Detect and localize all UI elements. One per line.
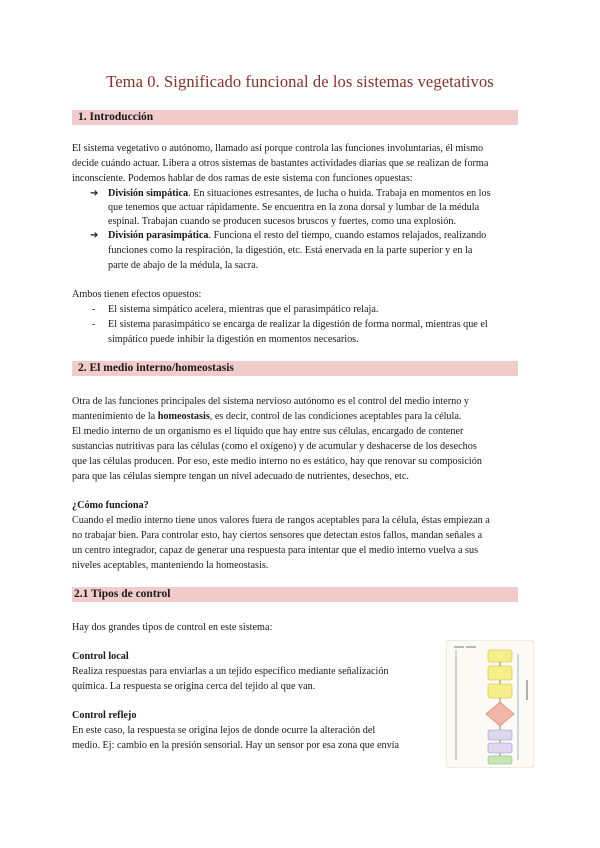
homeo-line: para que las células siempre tengan un nivel adecuado de nutrientes, desechos, etc.	[72, 471, 409, 482]
branch-parasimpatica-line: parte de abajo de la médula, la sacra.	[108, 260, 259, 271]
control-intro: Hay dos grandes tipos de control en este sistema:	[72, 622, 273, 633]
diagram-box-effector	[488, 743, 512, 753]
intro-line: inconsciente. Podemos hablar de dos ramas de este sistema con funciones opuestas:	[72, 173, 413, 184]
section-heading-introduccion: 1. Introducción	[78, 111, 154, 123]
section-heading-homeostasis: 2. El medio interno/homeostasis	[78, 362, 234, 374]
homeo-line: sustancias nutritivas para las células (como el oxígeno) y de acumular y deshacerse de los desechos	[72, 441, 477, 452]
how-line: niveles aceptables, manteniendo la homeostasis.	[72, 560, 269, 571]
diagram-box-afferent	[488, 684, 512, 698]
effects-item: simpático puede inhibir la digestión en momentos necesarios.	[108, 334, 359, 345]
effects-lead: Ambos tienen efectos opuestos:	[72, 289, 202, 300]
how-heading	[72, 499, 149, 512]
branch-text: . En situaciones estresantes, de lucha o huida. Trabaja en momentos en los	[188, 188, 491, 199]
dash-bullet: -	[92, 319, 96, 330]
how-heading-text: ¿Cómo funciona?	[72, 500, 149, 511]
effects-item: El sistema parasimpático se encarga de realizar la digestión de forma normal, mientras que el	[108, 319, 488, 330]
how-line: no trabajar bien. Para controlar esto, hay ciertos sensores que detectan estos fallos, mandan señales a	[72, 530, 483, 541]
arrow-bullet-icon: ➔	[90, 188, 99, 199]
homeo-text: , es decir, control de las condiciones aceptables para la célula.	[209, 411, 462, 422]
how-line: Cuando el medio interno tiene unos valores fuera de rangos aceptables para la célula, éstas empiezan a	[72, 515, 490, 526]
control-local-line: química. La respuesta se origina cerca del tejido al que van.	[72, 681, 316, 692]
diagram-label-mark	[454, 646, 464, 648]
diagram-box-sensor	[488, 666, 512, 680]
branch-simpatica-line	[108, 187, 491, 200]
control-local-heading	[72, 650, 129, 663]
control-local-line: Realiza respuestas para enviarlas a un tejido específico mediante señalización	[72, 666, 389, 677]
diagram-box-response	[488, 756, 512, 764]
section-heading-bar	[72, 587, 518, 602]
diagram-box-efferent	[488, 730, 512, 740]
dash-bullet: -	[92, 304, 96, 315]
branch-parasimpatica-line: funciones como la respiración, la digestión, etc. Está enervada en la parte superior y en la	[108, 245, 473, 256]
term-parasimpatica: División parasimpática	[108, 230, 209, 241]
arrow-bullet-icon: ➔	[90, 230, 99, 241]
homeo-line: Otra de las funciones principales del sistema nervioso autónomo es el control del medio interno y	[72, 396, 469, 407]
term-simpatica: División simpática	[108, 188, 189, 199]
how-line: un centro integrador, capaz de generar una respuesta para intentar que el medio interno vuelva a sus	[72, 545, 479, 556]
control-reflex-heading-text: Control reflejo	[72, 710, 137, 721]
diagram-box-stimulus	[488, 650, 512, 662]
homeo-line	[72, 410, 461, 423]
branch-simpatica-line: que tenemos que actuar rápidamente. Se encuentra en la zona dorsal y lumbar de la médula	[108, 202, 480, 213]
branch-text: . Funciona el resto del tiempo, cuando estamos relajados, realizando	[208, 230, 487, 241]
effects-item: El sistema simpático acelera, mientras que el parasimpático relaja.	[108, 304, 379, 315]
page-title: Tema 0. Significado funcional de los sistemas vegetativos	[106, 72, 494, 91]
control-reflex-line: En este caso, la respuesta se origina lejos de donde ocurre la alteración del	[72, 725, 376, 736]
intro-line: decide cuándo actuar. Libera a otros sistemas de bastantes actividades diarias que se realizan de forma	[72, 158, 489, 169]
branch-simpatica-line: espinal. Trabajan cuando se producen sucesos bruscos y fuertes, como una explosión.	[108, 216, 456, 227]
homeo-line: que las células producen. Por eso, este medio interno no es estático, hay que renovar su composición	[72, 456, 482, 467]
reflex-control-diagram	[446, 640, 534, 768]
term-homeostasis: homeostasis	[157, 411, 210, 422]
control-reflex-heading	[72, 709, 136, 722]
homeo-text: mantenimiento de la	[72, 411, 158, 422]
branch-parasimpatica-line	[108, 229, 486, 242]
section-heading-bar	[72, 110, 518, 125]
section-heading-bar	[72, 361, 518, 376]
control-reflex-line: medio. Ej: cambio en la presión sensorial. Hay un sensor por esa zona que envía	[72, 740, 400, 751]
control-local-heading-text: Control local	[72, 651, 129, 662]
homeo-line: El medio interno de un organismo es el líquido que hay entre sus células, encargado de contener	[72, 426, 464, 437]
diagram-label-mark	[466, 646, 476, 648]
intro-line: El sistema vegetativo o autónomo, llamado así porque controla las funciones involuntarias, él mismo	[72, 143, 484, 154]
section-heading-tipos-control: 2.1 Tipos de control	[74, 588, 171, 600]
diagram-label-mark	[526, 680, 528, 700]
